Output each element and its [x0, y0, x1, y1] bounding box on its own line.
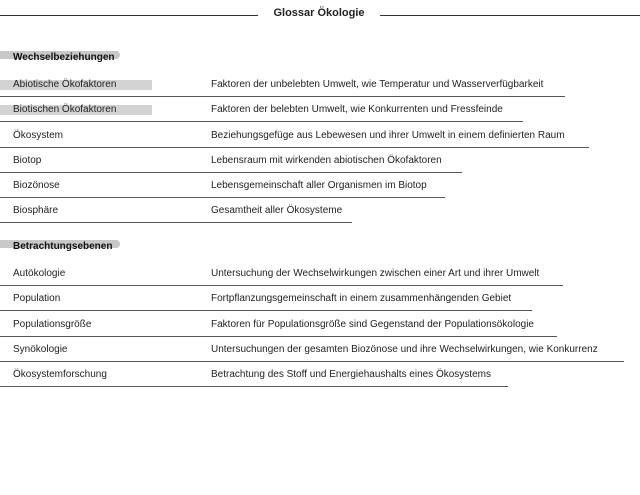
glossary-term: Population: [13, 293, 61, 305]
glossary-definition: Fortpflanzungsgemeinschaft in einem zusammenhängenden Gebiet: [211, 293, 512, 305]
row-divider: [0, 96, 565, 97]
glossary-term: Biosphäre: [13, 205, 59, 217]
glossary-definition: Faktoren für Populationsgröße sind Gegenstand der Populationsökologie: [211, 318, 534, 330]
glossary-definition: Betrachtung des Stoff und Energiehaushalts eines Ökosystems: [211, 369, 491, 381]
row-divider: [0, 336, 557, 337]
glossary-definition: Gesamtheit aller Ökosysteme: [211, 205, 343, 217]
glossary-row: [0, 264, 640, 289]
glossary-row: [0, 201, 640, 226]
section-heading-text: Betrachtungsebenen: [13, 241, 113, 252]
glossary-row: [0, 289, 640, 314]
section-wechselbeziehungen: [0, 47, 640, 227]
row-divider: [0, 147, 589, 148]
glossary-term: Biotischen Ökofaktoren: [13, 104, 117, 116]
row-divider: [0, 121, 523, 122]
glossary-term: Ökosystemforschung: [13, 369, 107, 381]
glossary-row: [0, 176, 640, 201]
row-divider: [0, 172, 462, 173]
glossary-row: [0, 100, 640, 125]
section-heading: [0, 47, 640, 61]
glossary-definition: Untersuchung der Wechselwirkungen zwischen einer Art und ihrer Umwelt: [211, 268, 540, 279]
section-heading-text: Wechselbeziehungen: [13, 52, 115, 63]
row-divider: [0, 197, 445, 198]
glossary-definition: Faktoren der belebten Umwelt, wie Konkurrenten und Fressfeinde: [211, 104, 503, 116]
glossary-term: Autökologie: [13, 268, 66, 279]
glossary-term: Abiotische Ökofaktoren: [13, 79, 117, 90]
glossary-row: [0, 151, 640, 176]
row-divider: [0, 361, 624, 362]
glossary-term: Biozönose: [13, 180, 60, 192]
glossary-definition: Lebensraum mit wirkenden abiotischen Ökofaktoren: [211, 154, 442, 166]
section-betrachtungsebenen: [0, 236, 640, 390]
glossary-row: [0, 340, 640, 365]
glossary-row: [0, 75, 640, 100]
title-rule-right: [380, 15, 640, 16]
row-divider: [0, 222, 352, 223]
glossary-term: Biotop: [13, 154, 42, 166]
glossary-row: [0, 126, 640, 151]
glossary-row: [0, 315, 640, 340]
glossary-definition: Untersuchungen der gesamten Biozönose und ihre Wechselwirkungen, wie Konkurrenz: [211, 343, 598, 355]
row-divider: [0, 386, 508, 387]
glossary-definition: Faktoren der unbelebten Umwelt, wie Temperatur und Wasserverfügbarkeit: [211, 79, 544, 90]
section-heading: [0, 236, 640, 250]
glossary-definition: Beziehungsgefüge aus Lebewesen und ihrer Umwelt in einem definierten Raum: [211, 129, 565, 141]
glossary-term: Ökosystem: [13, 129, 64, 141]
title-rule-left: [0, 15, 258, 16]
glossary-term: Populationsgröße: [13, 318, 92, 330]
title-row: [0, 6, 640, 26]
row-divider: [0, 285, 563, 286]
row-divider: [0, 310, 532, 311]
page-title: Glossar Ökologie: [273, 7, 365, 19]
glossary-row: [0, 365, 640, 390]
glossary-definition: Lebensgemeinschaft aller Organismen im Biotop: [211, 180, 427, 192]
glossary-term: Synökologie: [13, 343, 68, 355]
